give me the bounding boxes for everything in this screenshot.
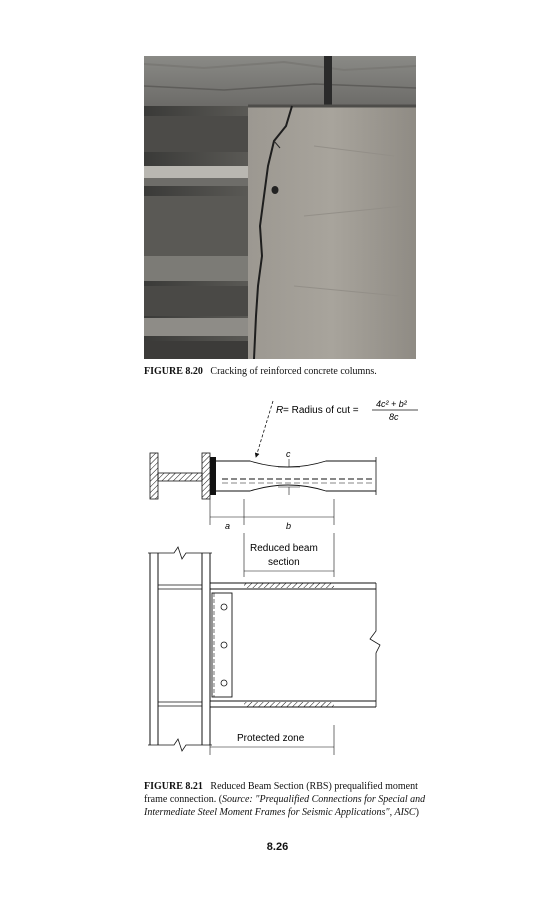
figure-caption-text: Cracking of reinforced concrete columns. xyxy=(210,366,377,377)
caption-line-1: Reduced Beam Section (RBS) prequalified moment xyxy=(210,781,418,792)
figure-8-20-caption xyxy=(144,365,444,378)
dim-b-label: b xyxy=(286,521,292,531)
column-crack-photo xyxy=(144,56,416,359)
formula-r: R xyxy=(276,405,284,416)
dim-a-label: a xyxy=(225,521,231,531)
figure-label: FIGURE 8.20 xyxy=(144,366,203,377)
formula-denominator: 8c xyxy=(389,412,399,422)
rbs-label-line2: section xyxy=(268,557,300,568)
figure-label: FIGURE 8.21 xyxy=(144,781,203,792)
formula-text: = Radius of cut = xyxy=(283,405,359,416)
dim-c-label: c xyxy=(286,449,291,459)
page-number: 8.26 xyxy=(266,841,289,853)
figure-8-21-caption xyxy=(144,780,434,819)
caption-line-2: frame connection. ( xyxy=(144,794,223,805)
rbs-connection-diagram xyxy=(140,395,425,770)
rbs-label-line1: Reduced beam xyxy=(250,543,318,554)
caption-source-title-b: Intermediate Steel Moment Frames for Seismic Applications", AISC xyxy=(144,807,416,818)
formula-numerator: 4c² + b² xyxy=(376,399,407,409)
caption-source-label: Source: xyxy=(222,794,253,805)
caption-close-paren: ) xyxy=(415,807,419,818)
caption-source-title-a: "Prequalified Connections for Special and xyxy=(252,794,426,805)
protected-zone-label: Protected zone xyxy=(237,733,305,744)
